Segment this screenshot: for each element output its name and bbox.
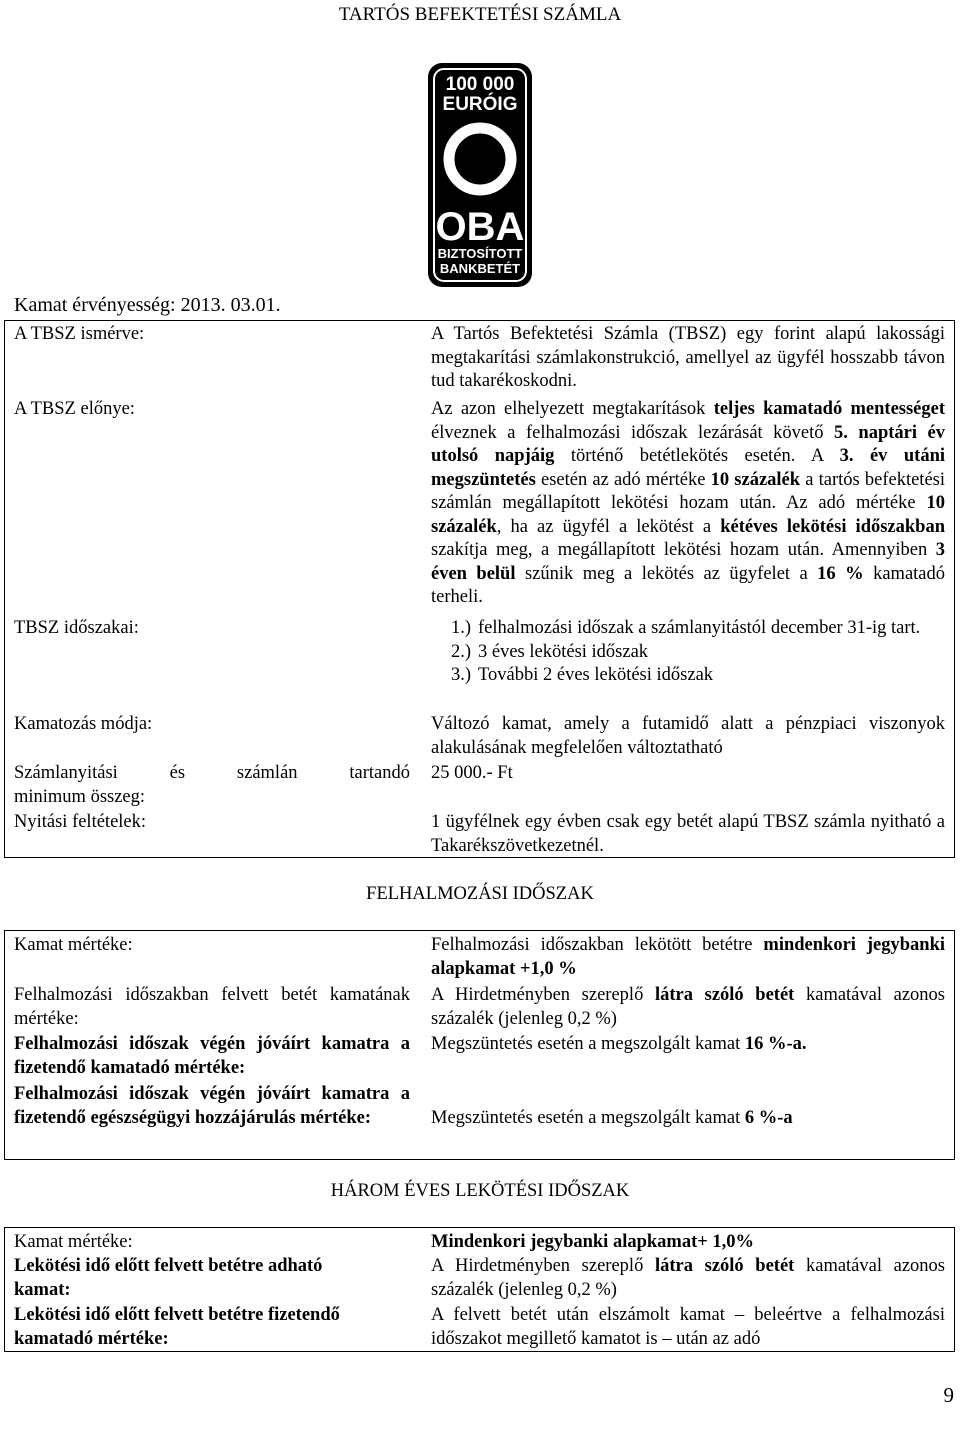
harom-kamat-value: Mindenkori jegybanki alapkamat+ 1,0%	[431, 1232, 755, 1252]
felh-eho-value: Megszüntetés esetén a megszolgált kamat 6 %-a	[431, 1108, 793, 1128]
logo-text-bankbetet: BANKBETÉT	[439, 261, 521, 276]
oba-logo	[425, 60, 535, 290]
page-number: 9	[943, 1383, 954, 1407]
felhalmozasi-heading: FELHALMOZÁSI IDŐSZAK	[366, 884, 594, 904]
nyitasi-label: Nyitási feltételek:	[14, 812, 147, 832]
list-item: 3.) További 2 éves lekötési időszak	[450, 665, 714, 685]
interest-validity: Kamat érvényesség: 2013. 03.01.	[14, 294, 281, 316]
felh-eho-label: Felhalmozási időszak végén jóváírt kamatra a fizetendő egészségügyi hozzájárulás mértéke:	[14, 1084, 410, 1128]
harom-adhato-label: Lekötési idő előtt felvett betétre adható kamat:	[14, 1256, 323, 1300]
kamatozas-value: Változó kamat, amely a futamidő alatt a pénzpiaci viszonyok alakulásának megfelelően változtatható	[431, 714, 945, 758]
ismerve-label: A TBSZ ismérve:	[14, 324, 145, 344]
ismerve-value: A Tartós Befektetési Számla (TBSZ) egy forint alapú lakossági megtakarítási számlakonstrukció, amellyel az ügyfél hosszabb távon tud takarékoskodni.	[431, 324, 945, 391]
idoszakai-label: TBSZ időszakai:	[14, 618, 139, 638]
harom-eves-heading: HÁROM ÉVES LEKÖTÉSI IDŐSZAK	[330, 1181, 630, 1201]
logo-text-euroig: EURÓIG	[442, 94, 518, 115]
list-item: 1.) felhalmozási időszak a számlanyitástól december 31-ig tart.	[450, 618, 921, 638]
logo-text-biztositott: BIZTOSÍTOTT	[437, 246, 523, 261]
felh-felvett-label: Felhalmozási időszakban felvett betét kamatának mértéke:	[14, 985, 410, 1029]
minimum-label: Számlanyitási és számlán tartandó	[14, 763, 410, 783]
felh-kamatado-label: Felhalmozási időszak végén jóváírt kamatra a fizetendő kamatadó mértéke:	[14, 1034, 410, 1078]
page-title: TARTÓS BEFEKTETÉSI SZÁMLA	[338, 4, 622, 25]
idoszakai-list	[431, 617, 945, 688]
kamatozas-label: Kamatozás módja:	[14, 714, 153, 734]
logo-text-oba: OBA	[435, 205, 525, 249]
harom-kamatado-label: Lekötési idő előtt felvett betétre fizetendő kamatadó mértéke:	[14, 1305, 340, 1349]
felh-kamatado-value: Megszüntetés esetén a megszolgált kamat 16 %-a.	[431, 1034, 807, 1054]
logo-text-amount: 100 000	[445, 74, 515, 95]
elonye-label: A TBSZ előnye:	[14, 399, 135, 419]
felh-felvett-value: A Hirdetményben szereplő látra szóló betét kamatával azonos százalék (jelenleg 0,2 %)	[431, 985, 946, 1029]
minimum-label-line2: minimum összeg:	[14, 787, 146, 807]
nyitasi-value: 1 ügyfélnek egy évben csak egy betét alapú TBSZ számla nyitható a Takarékszövetkezetnél.	[431, 812, 945, 856]
felh-kamat-value: Felhalmozási időszakban lekötött betétre mindenkori jegybanki alapkamat +1,0 %	[431, 935, 945, 979]
harom-kamat-label: Kamat mértéke:	[14, 1232, 133, 1252]
elonye-value: Az azon elhelyezett megtakarítások teljes kamatadó mentességet élveznek a felhalmozási időszak lezárását követő 5. naptári év utolsó napjáig történő betétlekötés esetén. A 3. év utáni megszüntetés esetén az adó mértéke 10 százalék a tartós befektetési számlán megállapított lekötési hozam után. Az adó mértéke 10 százalék, ha az ügyfél a lekötést a kétéves lekötési időszakban szakítja meg, a megállapított lekötési hozam után. Amennyiben 3 éven belül szűnik meg a lekötés az ügyfelet a 16 % kamatadó terheli.	[431, 399, 946, 607]
harom-adhato-value: A Hirdetményben szereplő látra szóló betét kamatával azonos százalék (jelenleg 0,2 %)	[431, 1256, 946, 1300]
list-item: 2.) 3 éves lekötési időszak	[450, 641, 649, 662]
felh-kamat-label: Kamat mértéke:	[14, 935, 133, 955]
harom-kamatado-value: A felvett betét után elszámolt kamat – beleértve a felhalmozási időszakot megillető kamatot is – után az adó	[431, 1305, 945, 1349]
minimum-value: 25 000.- Ft	[431, 763, 513, 783]
